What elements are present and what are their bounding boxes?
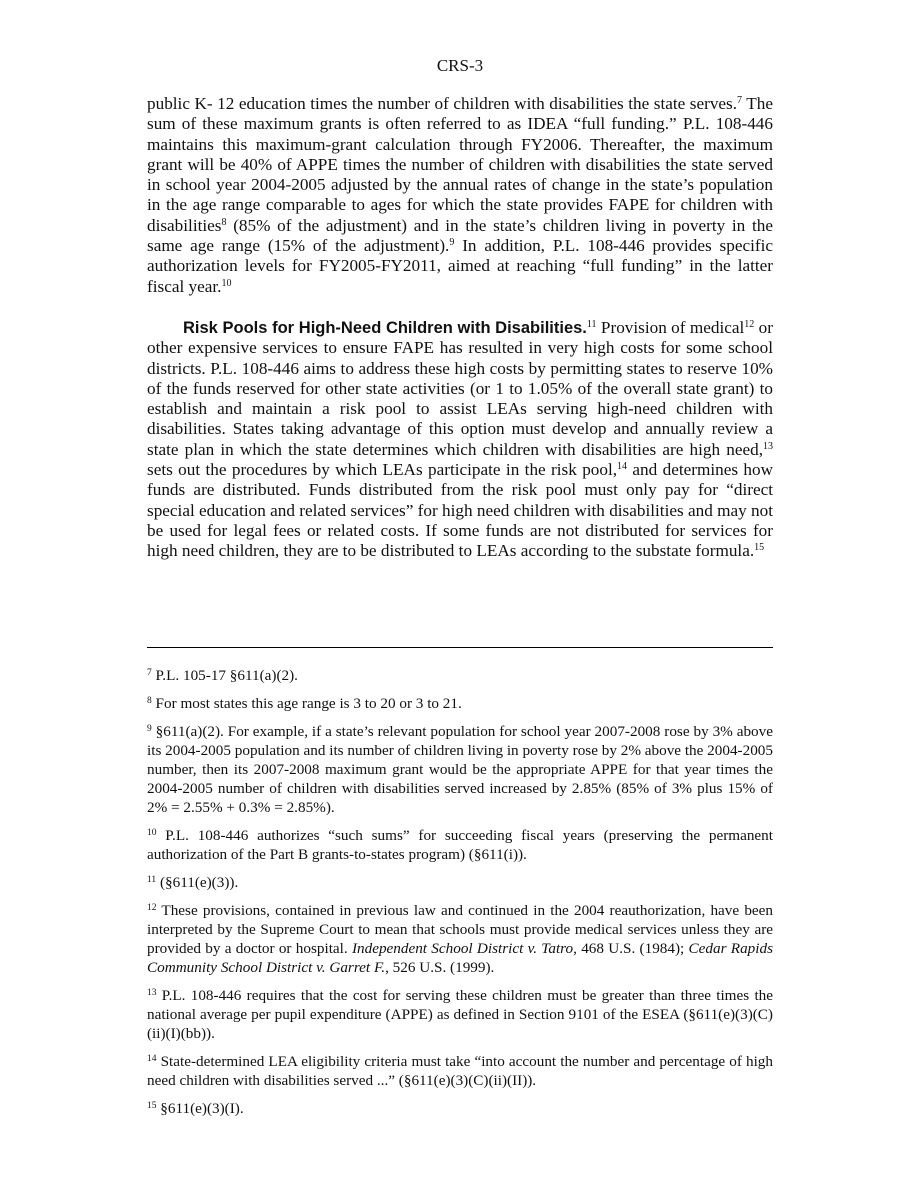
- footnote-ref-7[interactable]: 7: [737, 95, 743, 106]
- footnote-number: 14: [147, 1054, 157, 1064]
- footnote-text: These provisions, contained in previous law and continued in the 2004 reauthorization, have been interpreted by the Supreme Court to mean that schools must provide medical services unless they are provided by a doctor or hospital.: [147, 902, 773, 957]
- footnote-ref-15[interactable]: 15: [754, 542, 765, 554]
- paragraph-full-funding: [147, 94, 773, 297]
- footnote-ref-10[interactable]: 10: [221, 277, 232, 289]
- text: sets out the procedures by which LEAs participate in the risk pool,: [147, 460, 618, 480]
- footnote-text: §611(e)(3)(I).: [156, 1100, 244, 1117]
- footnote-11: [147, 873, 773, 892]
- footnote-number: 15: [147, 1101, 157, 1111]
- footnote-15: [147, 1099, 773, 1118]
- footnote-text: (§611(e)(3)).: [156, 874, 239, 891]
- text: public K- 12 education times the number of children with disabilities the state serves.: [147, 94, 738, 113]
- section-heading: Risk Pools for High-Need Children with Disabilities.: [183, 319, 587, 337]
- footnote-8: [147, 694, 773, 713]
- case-citation: Cedar Rapids Community School District v. Garret F.: [147, 940, 773, 976]
- text: (85% of the adjustment) and in the state’s children living in poverty in the same age range (15% of the adjustment).: [147, 215, 773, 256]
- footnote-12: [147, 901, 773, 977]
- footnote-number: 12: [147, 903, 157, 913]
- page-number: CRS-3: [436, 56, 484, 75]
- text: and determines how funds are distributed. Funds distributed from the risk pool must only pay for “direct special education and related services” for high need children with disabilities and may not be used for legal fees or related costs. If some funds are not distributed for services for high need children, they are to be distributed to LEAs according to the substate formula.: [147, 460, 773, 561]
- footnotes: [147, 666, 773, 1127]
- footnote-text: State-determined LEA eligibility criteria must take “into account the number and percentage of high need children with disabilities served ...” (§611(e)(3)(C)(ii)(II)).: [147, 1053, 773, 1089]
- footnote-text: P.L. 105-17 §611(a)(2).: [151, 667, 298, 684]
- footnote-13: [147, 986, 773, 1043]
- text: In addition, P.L. 108-446 provides specific authorization levels for FY2005-FY2011, aimed at reaching “full funding” in the latter fiscal year.: [147, 236, 773, 296]
- footnote-number: 13: [147, 988, 157, 998]
- footnote-ref-13[interactable]: 13: [763, 440, 773, 452]
- citation: , 526 U.S. (1999).: [385, 959, 495, 976]
- footnote-ref-14[interactable]: 14: [617, 461, 628, 473]
- text: or other expensive services to ensure FAPE has resulted in very high costs for some school districts. P.L. 108-446 aims to address these high costs by permitting states to reserve 10% of the funds reserved for other state activities (or 1 to 1.05% of the overall state grant) to establish and maintain a risk pool to assist LEAs serving high-need children with disabilities. States taking advantage of this option must develop and annually review a state plan in which the state determines which children with disabilities are high need,: [147, 318, 773, 459]
- footnote-number: 10: [147, 828, 157, 838]
- footnote-10: [147, 826, 773, 864]
- paragraph-risk-pools: [147, 318, 773, 562]
- footnote-ref-9[interactable]: 9: [449, 237, 455, 249]
- footnote-number: 7: [147, 668, 152, 678]
- footnote-divider: [147, 647, 773, 648]
- footnote-text: P.L. 108-446 authorizes “such sums” for succeeding fiscal years (preserving the permanent authorization of the Part B grants-to-states program) (§611(i)).: [147, 827, 773, 863]
- footnote-ref-8[interactable]: 8: [221, 216, 227, 228]
- footnote-14: [147, 1052, 773, 1090]
- footnote-text: For most states this age range is 3 to 20 or 3 to 21.: [151, 695, 462, 712]
- footnote-number: 11: [147, 875, 157, 885]
- text: The sum of these maximum grants is often referred to as IDEA “full funding.” P.L. 108-446 maintains this maximum-grant calculation through FY2006. Thereafter, the maximum grant will be 40% of APPE times the number of children with disabilities the state served in school year 2004-2005 adjusted by the annual rates of change in the state’s population in the age range comparable to ages for which the state provides FAPE for children with disabilities: [147, 94, 773, 235]
- footnote-number: 9: [147, 724, 152, 734]
- footnote-text: §611(a)(2). For example, if a state’s relevant population for school year 2007-2008 rose by 3% above its 2004-2005 population and its number of children living in poverty rose by 2% above the 2004-2005 number, then its 2007-2008 maximum grant would be the appropriate APPE for that year times the 2004-2005 number of children with disabilities served increased by 2.85% (85% of 3% plus 15% of 2% = 2.55% + 0.3% = 2.85%).: [147, 723, 773, 816]
- citation: 468 U.S. (1984);: [576, 940, 689, 957]
- footnote-number: 8: [147, 696, 152, 706]
- text: Provision of medical: [596, 318, 745, 337]
- footnote-text: P.L. 108-446 requires that the cost for serving these children must be greater than three times the national average per pupil expenditure (APPE) as defined in Section 9101 of the ESEA (§611(e)(3)(C)(ii)(I)(bb)).: [147, 987, 773, 1042]
- footnote-ref-11[interactable]: 11: [586, 319, 597, 330]
- footnote-9: [147, 722, 773, 817]
- footnote-7: [147, 666, 773, 685]
- footnote-ref-12[interactable]: 12: [744, 319, 755, 330]
- case-citation: Independent School District v. Tatro,: [351, 940, 577, 957]
